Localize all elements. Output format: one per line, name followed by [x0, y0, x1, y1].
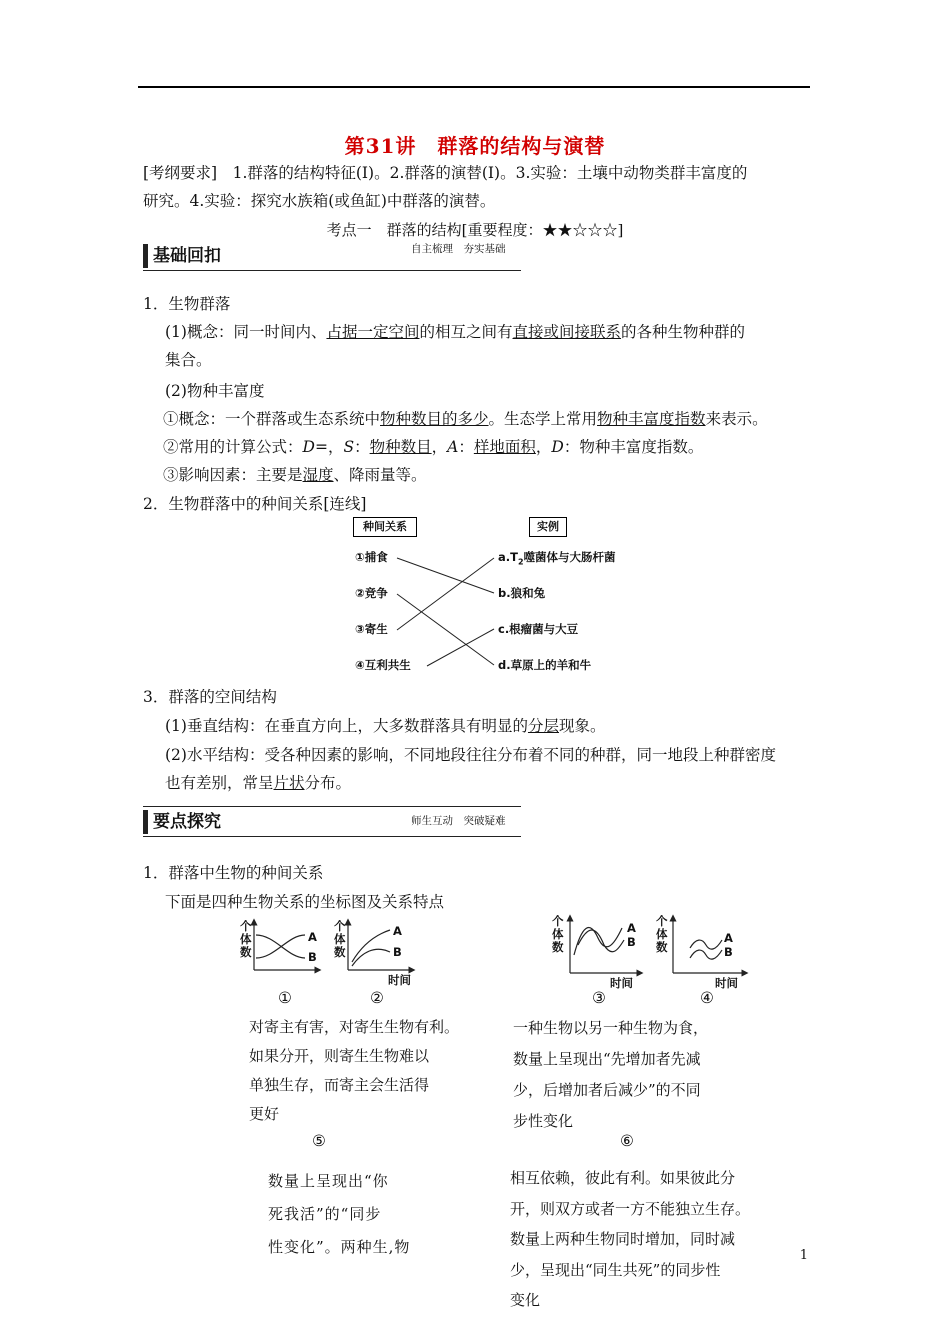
desc-line: 相互依赖，彼此有利。如果彼此分: [510, 1169, 736, 1187]
text: 也有差别，常呈: [165, 774, 274, 792]
y-char: 体: [240, 932, 252, 946]
text: 的各种生物种群的: [621, 323, 746, 341]
desc-line: 数量上呈现出“先增加者先减: [513, 1050, 701, 1068]
text: ：: [354, 438, 370, 456]
graph-number-1: ①: [278, 989, 292, 1007]
curve-a: [690, 940, 722, 949]
y-char: 个: [552, 914, 564, 928]
graph1-label-a: A: [308, 930, 317, 944]
blank-answer: 占据一定空间: [326, 323, 420, 341]
curve-b: [578, 930, 624, 952]
text: 分布。: [304, 774, 352, 792]
text: =，: [314, 438, 344, 456]
requirements-line-2: 研究。4.实验：探究水族箱(或鱼缸)中群落的演替。: [143, 192, 496, 210]
graph2-label-b: B: [393, 945, 402, 959]
text: 、降雨量等。: [333, 466, 427, 484]
page-number: 1: [799, 1248, 808, 1263]
box-relation: 种间关系: [353, 517, 417, 537]
desc-line: 对寄主有害，对寄生生物有利。: [249, 1018, 460, 1036]
graph-number-2: ②: [370, 989, 384, 1007]
box-example: 实例: [529, 517, 567, 537]
item4-intro: 下面是四种生物关系的坐标图及关系特点: [165, 893, 445, 911]
relation-1: ①捕食: [355, 550, 388, 564]
item1-head: 1．生物群落: [143, 295, 231, 313]
y-char: 数: [240, 945, 252, 959]
y-char: 个: [656, 914, 668, 928]
desc-line: 死我活”的“同步: [268, 1205, 382, 1223]
var: S: [343, 438, 355, 456]
graph3-xlabel: 时间: [610, 976, 633, 990]
text: 现象。: [558, 717, 606, 735]
curve-b: [690, 950, 722, 959]
text: ：物种丰富度指数。: [563, 438, 704, 456]
curve-b: [352, 949, 390, 966]
blank-answer: 直接或间接联系: [512, 323, 622, 341]
text: ③影响因素：主要是: [163, 466, 303, 484]
graph2-xlabel: 时间: [388, 973, 411, 987]
relation-3: ③寄生: [355, 622, 388, 636]
text: ②常用的计算公式：: [163, 438, 303, 456]
section-subtitle: 师生互动 突破疑难: [411, 815, 506, 827]
blank-answer: 片状: [273, 774, 305, 792]
subscript: 2: [517, 557, 524, 567]
label-5: ⑤: [312, 1132, 326, 1150]
y-char: 个: [334, 919, 346, 933]
desc-line: 性变化”。两种生,物: [268, 1238, 411, 1256]
graph1-ylabel: [240, 920, 252, 959]
desc-line: 开，则双方或者一方不能独立生存。: [510, 1199, 751, 1218]
desc-line: 变化: [510, 1291, 541, 1309]
example-b: b.狼和兔: [498, 586, 546, 600]
y-char: 体: [552, 927, 564, 941]
example-d: d.草原上的羊和牛: [498, 658, 592, 672]
graph3-label-a: A: [627, 921, 636, 935]
text: ，: [431, 438, 448, 456]
text: ①概念：一个群落或生态系统中: [163, 410, 381, 428]
graph-2: [348, 922, 412, 970]
item2-head: 2．生物群落中的种间关系[连线]: [143, 495, 367, 513]
graph-number-4: ④: [700, 989, 714, 1007]
y-char: 数: [552, 940, 564, 954]
graph2-ylabel: [334, 920, 346, 959]
graph-number-3: ③: [592, 989, 606, 1007]
var: A: [447, 438, 459, 456]
description-mutualism: [510, 1163, 750, 1316]
blank-answer: 物种丰富度指数: [597, 410, 706, 428]
text: ，: [535, 438, 552, 456]
curve-b: [256, 935, 305, 958]
requirements-line-1: [考纲要求] 1.群落的结构特征(Ⅰ)。2.群落的演替(Ⅰ)。3.实验：土壤中动物类群丰富度的: [143, 164, 748, 182]
text: 。生态学上常用: [488, 410, 598, 428]
text: ：: [458, 438, 474, 456]
y-char: 数: [656, 940, 668, 954]
blank-answer: 物种数目: [369, 438, 432, 456]
desc-line: 数量上两种生物同时增加，同时减: [510, 1230, 736, 1248]
text: (1)概念：同一时间内、: [165, 323, 327, 341]
graph4-label-a: A: [724, 931, 733, 945]
page-title: 第31讲 群落的结构与演替: [344, 134, 606, 158]
graph1-label-b: B: [308, 950, 317, 964]
graph4-ylabel: [656, 915, 668, 954]
blank-answer: 物种数目的多少: [380, 410, 489, 428]
graph-4: [673, 918, 745, 973]
richness-head: (2)物种丰富度: [165, 382, 265, 400]
graph4-label-b: B: [724, 945, 733, 959]
graph4-xlabel: 时间: [715, 976, 738, 990]
var: D: [551, 438, 564, 456]
description-parasitism: [249, 1013, 459, 1129]
description-competition: [268, 1165, 410, 1264]
blank-answer: 样地面积: [473, 438, 536, 456]
item3-head: 3．群落的空间结构: [143, 688, 277, 706]
desc-line: 更好: [249, 1105, 280, 1123]
topic-heading: 考点一 群落的结构[重要程度：★★☆☆☆]: [326, 221, 624, 239]
y-char: 数: [334, 945, 346, 959]
description-predation: [513, 1013, 708, 1137]
desc-line: 数量上呈现出“你: [268, 1172, 389, 1190]
text: (1)垂直结构：在垂直方向上，大多数群落具有明显的: [165, 717, 528, 735]
section-label: 基础回扣: [153, 246, 221, 266]
desc-line: 少，呈现出“同生共死”的同步性: [510, 1260, 721, 1279]
text: 来表示。: [705, 410, 768, 428]
text: 的相互之间有: [419, 323, 513, 341]
y-char: 体: [334, 932, 346, 946]
blank-answer: 湿度: [302, 466, 334, 484]
desc-line: 一种生物以另一种生物为食，: [513, 1019, 709, 1037]
graph3-ylabel: [552, 915, 564, 954]
example-c: c.根瘤菌与大豆: [498, 622, 579, 636]
relation-4: ④互利共生: [355, 658, 411, 672]
desc-line: 单独生存，而寄主会生活得: [249, 1076, 430, 1094]
item4-head: 1．群落中生物的种间关系: [143, 864, 324, 882]
desc-line: 步性变化: [513, 1112, 574, 1130]
graph2-label-a: A: [393, 924, 402, 938]
graph3-label-b: B: [627, 935, 636, 949]
desc-line: 少，后增加者后减少”的不同: [513, 1081, 701, 1099]
var: D: [302, 438, 315, 456]
label-6: ⑥: [620, 1132, 634, 1150]
y-char: 体: [656, 927, 668, 941]
horizontal-structure: (2)水平结构：受各种因素的影响，不同地段往往分布着不同的种群，同一地段上种群密度: [165, 746, 776, 764]
section-subtitle: 自主梳理 夯实基础: [411, 243, 506, 255]
section-label: 要点探究: [153, 812, 221, 832]
y-char: 个: [240, 919, 252, 933]
curve-a: [352, 930, 390, 962]
concept-line-2: 集合。: [165, 351, 212, 369]
relation-2: ②竞争: [355, 586, 388, 600]
text: 噬菌体与大肠杆菌: [523, 550, 616, 564]
desc-line: 如果分开，则寄生生物难以: [249, 1047, 430, 1065]
text: a.T: [498, 550, 518, 564]
blank-answer: 分层: [527, 717, 559, 735]
